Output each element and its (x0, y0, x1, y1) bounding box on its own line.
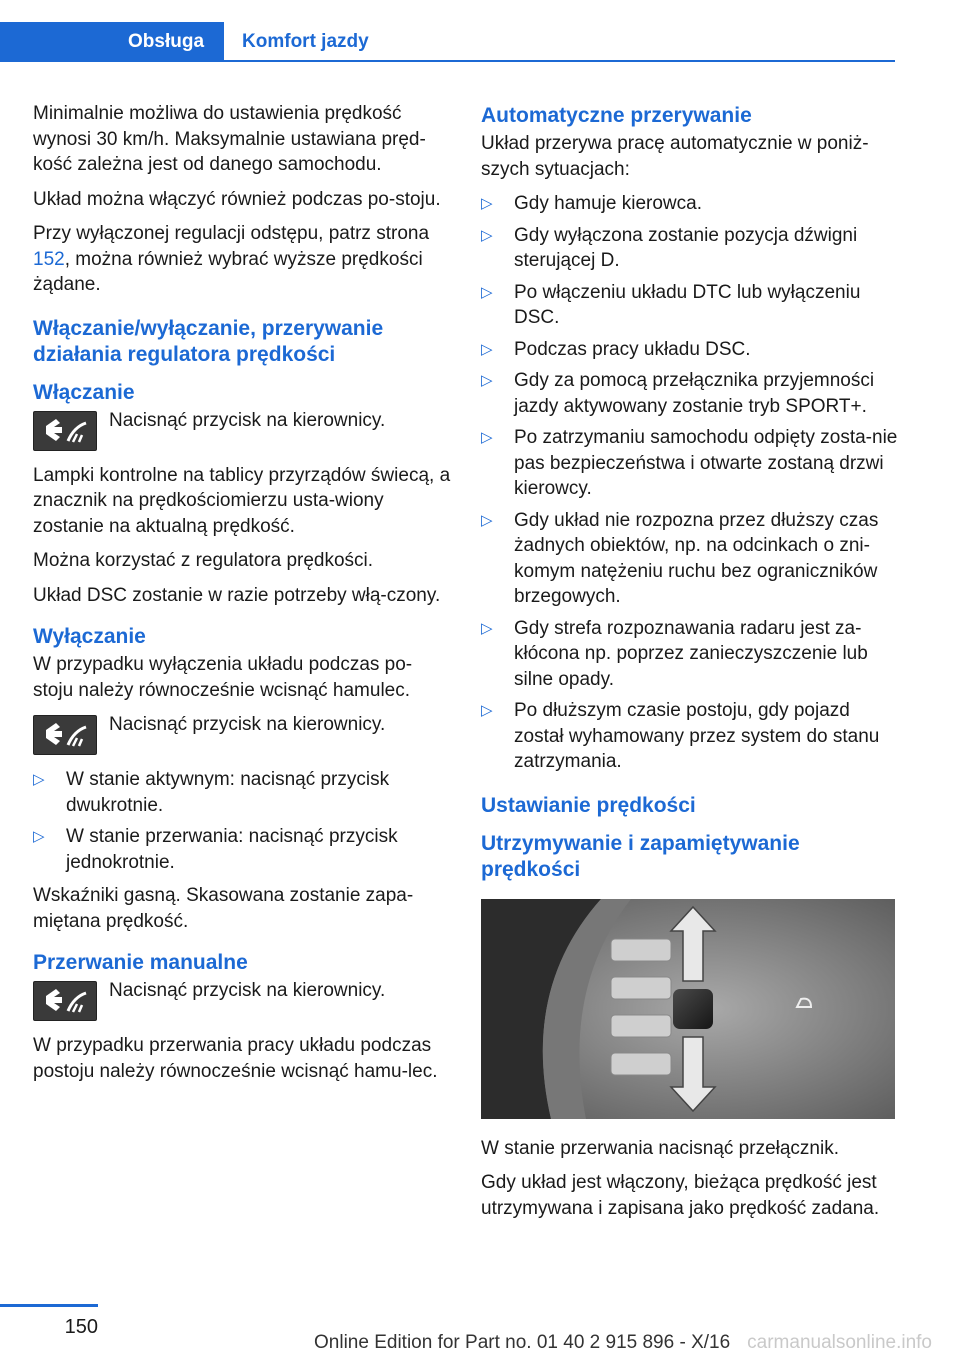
list-item-text: Podczas pracy układu DSC. (514, 338, 751, 360)
paragraph: Wskaźniki gasną. Skasowana zostanie zapa‐miętana prędkość. (33, 885, 414, 932)
list-item-text: Gdy hamuje kierowca. (514, 193, 702, 214)
paragraph: Układ można włączyć również podczas po‐stoju. (33, 188, 441, 210)
triangle-bullet-icon: ▷ (481, 702, 493, 719)
left-column (33, 101, 451, 1093)
list-item (481, 368, 899, 419)
cruise-control-button-icon (33, 981, 97, 1021)
paragraph: Można korzystać z regulatora prędkości. (33, 550, 374, 571)
list-item (481, 425, 899, 502)
watermark: carmanualsonline.info (747, 1332, 932, 1353)
list-item (33, 824, 451, 875)
list-item-text: W stanie przerwania: nacisnąć przycisk jednokrotnie. (66, 826, 398, 873)
paragraph: Lampki kontrolne na tablicy przyrządów świecą, a znacznik na prędkościomierzu usta‐wiony zostanie na aktualną prędkość. (33, 464, 451, 537)
list-item (481, 191, 899, 217)
tab-obsluga[interactable]: Obsługa (0, 22, 224, 62)
text: Przy wyłączonej regulacji odstępu, patrz strona (33, 223, 430, 244)
list-item (481, 616, 899, 693)
right-column (481, 101, 899, 1230)
footer-rule (0, 1304, 98, 1307)
list-item (481, 698, 899, 775)
paragraph: W przypadku przerwania pracy układu podczas postoju należy równocześnie wcisnąć hamu‐lec. (33, 1035, 438, 1082)
list-item-text: Gdy strefa rozpoznawania radaru jest za‐kłócona np. poprzez zanieczyszczenie lub silne opady. (514, 617, 868, 690)
list-item-text: Po włączeniu układu DTC lub wyłączeniu DSC. (514, 281, 861, 328)
triangle-bullet-icon: ▷ (33, 828, 45, 845)
page-number: 150 (64, 1316, 98, 1338)
tab-komfort-jazdy[interactable]: Komfort jazdy (242, 31, 369, 52)
text: , można również wybrać wyższe prędkości żądane. (33, 248, 423, 295)
triangle-bullet-icon: ▷ (481, 226, 493, 244)
subheading-off: Wyłączanie (33, 625, 146, 648)
off-list (33, 767, 451, 875)
instruction-text: Nacisnąć przycisk na kierownicy. (109, 714, 386, 735)
paragraph: W stanie przerwania nacisnąć przełącznik. (481, 1137, 839, 1159)
cruise-control-button-icon (33, 411, 97, 451)
paragraph: Gdy układ jest włączony, bieżąca prędkość jest utrzymywana i zapisana jako prędkość zadana. (481, 1172, 880, 1219)
paragraph: Układ przerywa pracę automatycznie w poniż‐szych sytuacjach: (481, 133, 869, 180)
list-item (33, 767, 451, 818)
list-item-text: W stanie aktywnym: nacisnąć przycisk dwukrotnie. (66, 769, 390, 816)
triangle-bullet-icon: ▷ (481, 340, 493, 358)
triangle-bullet-icon: ▷ (481, 283, 493, 301)
subheading-keep: Utrzymywanie i zapamiętywanie prędkości (481, 831, 800, 881)
section-heading: Ustawianie prędkości (481, 793, 696, 817)
list-item (481, 508, 899, 610)
subheading-on: Włączanie (33, 380, 135, 404)
instruction-text: Nacisnąć przycisk na kierownicy. (109, 409, 386, 431)
triangle-bullet-icon: ▷ (481, 619, 493, 637)
triangle-bullet-icon: ▷ (33, 771, 45, 788)
subheading-auto: Automatyczne przerywanie (481, 104, 752, 127)
paragraph: W przypadku wyłączenia układu podczas po‐stoju należy równocześnie wcisnąć hamulec. (33, 654, 413, 701)
subheading-manual: Przerwanie manualne (33, 951, 248, 974)
list-item-text: Gdy układ nie rozpozna przez dłuższy czas żadnych obiektów, np. na odcinkach o zni‐komym natężeniu ruchu bez ograniczników brzegowych. (514, 509, 879, 607)
section-heading: Włączanie/wyłączanie, przerywanie działania regulatora prędkości (33, 316, 384, 366)
triangle-bullet-icon: ▷ (481, 372, 493, 389)
edition-text: Online Edition for Part no. 01 40 2 915 896 - X/16 (314, 1332, 731, 1353)
list-item-text: Gdy za pomocą przełącznika przyjemności jazdy aktywowany zostanie tryb SPORT+. (514, 370, 875, 417)
header-tabs (0, 22, 387, 62)
list-item (481, 337, 899, 363)
auto-list (481, 191, 899, 775)
paragraph (33, 221, 451, 298)
triangle-bullet-icon: ▷ (481, 511, 493, 529)
instruction-text: Nacisnąć przycisk na kierownicy. (109, 980, 386, 1001)
instruction-row (33, 978, 451, 1021)
list-item (481, 280, 899, 331)
instruction-row (33, 712, 451, 755)
steering-wheel-switch-image (481, 899, 895, 1119)
paragraph: Układ DSC zostanie w razie potrzeby włą‐czony. (33, 584, 441, 606)
page-link[interactable]: 152 (33, 248, 65, 270)
list-item (481, 223, 899, 274)
list-item-text: Po dłuższym czasie postoju, gdy pojazd został wyhamowany przez system do stanu zatrzymania. (514, 700, 880, 772)
cruise-control-button-icon (33, 715, 97, 755)
header-rule (222, 60, 895, 62)
paragraph: Minimalnie możliwa do ustawienia prędkość wynosi 30 km/h. Maksymalnie ustawiana pręd‐kość zależna jest od danego samochodu. (33, 103, 426, 175)
triangle-bullet-icon: ▷ (481, 195, 493, 212)
list-item-text: Gdy wyłączona zostanie pozycja dźwigni sterującej D. (514, 224, 858, 271)
instruction-row (33, 408, 451, 451)
triangle-bullet-icon: ▷ (481, 429, 493, 446)
list-item-text: Po zatrzymaniu samochodu odpięty zosta‐nie pas bezpieczeństwa i otwarte zostaną drzwi kierowcy. (514, 427, 898, 499)
